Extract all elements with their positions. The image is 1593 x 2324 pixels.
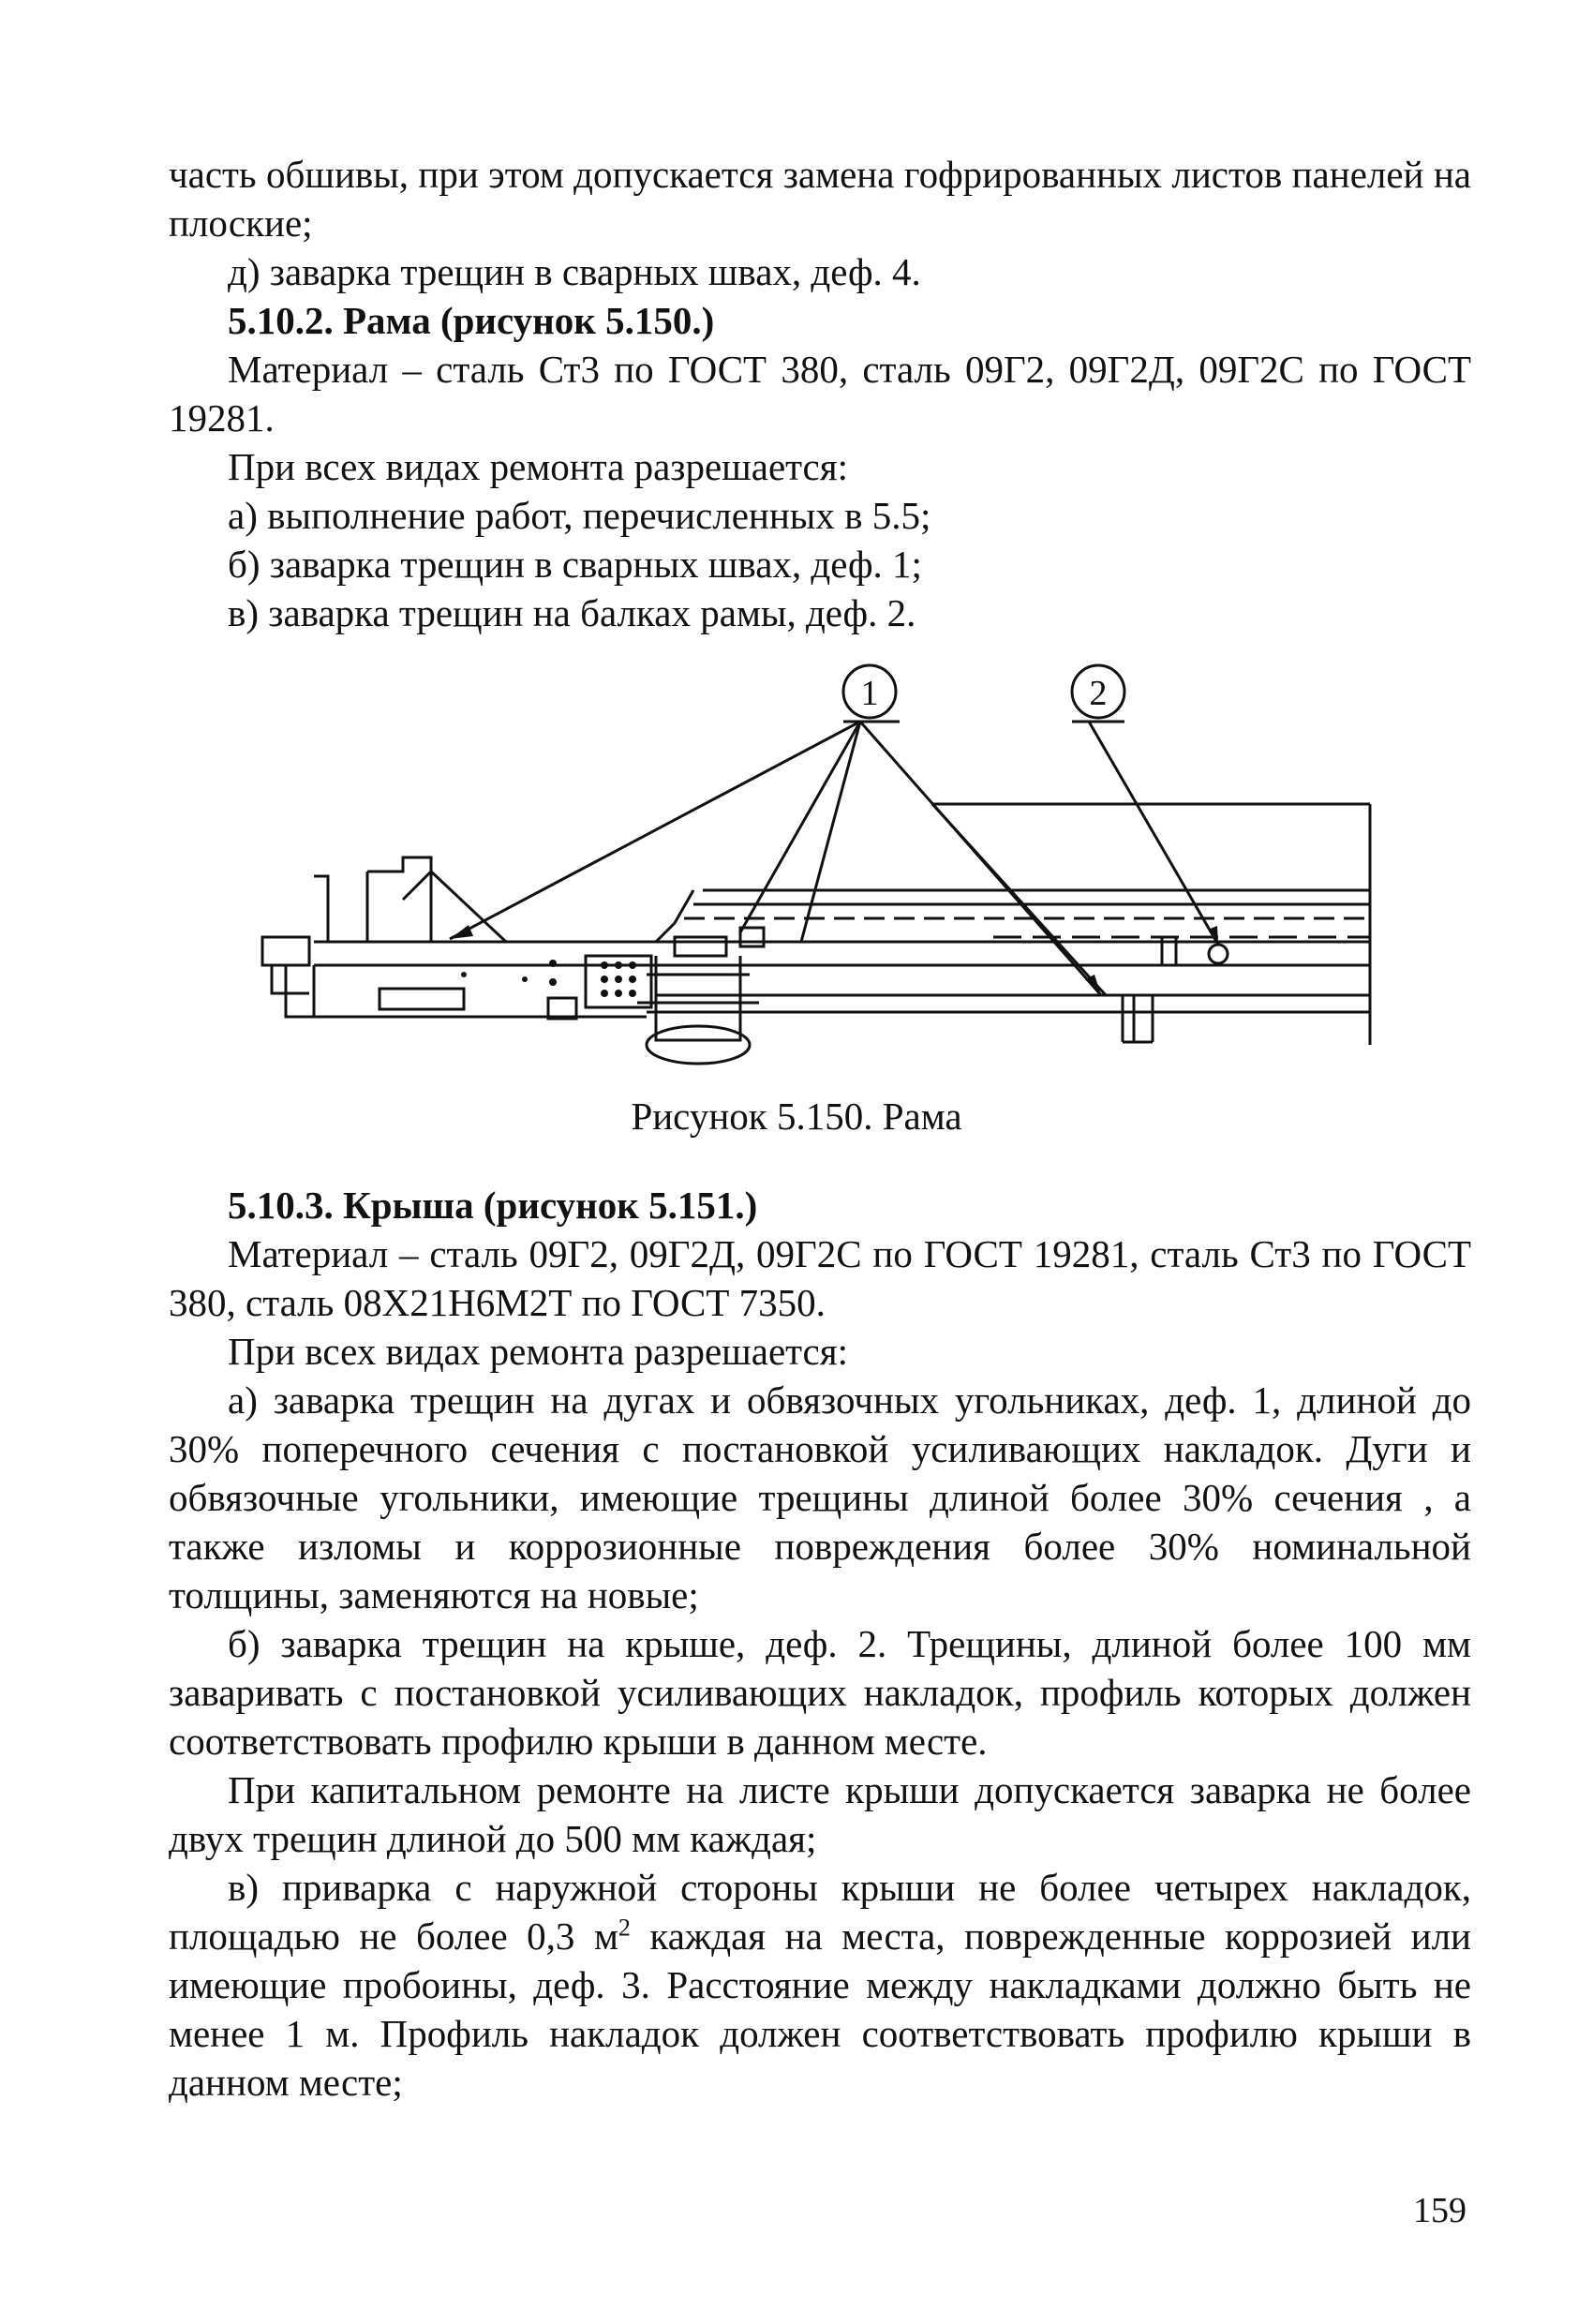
callout-2-label: 2: [1089, 674, 1108, 713]
figure-caption: Рисунок 5.150. Рама: [631, 1095, 962, 1138]
page-number: 159: [1413, 2191, 1466, 2230]
superscript-2: 2: [618, 1914, 631, 1942]
list-item-roof-c-part1: в) приварка с наружной стороны крыши не более четырех накладок, площадью не более 0,3 м: [169, 1866, 1471, 1958]
frame-drawing: [0, 0, 1593, 1087]
section-heading-frame: 5.10.2. Рама (рисунок 5.150.): [228, 299, 715, 342]
list-item-roof-c-part2: каждая на места, поврежденные коррозией или имеющие пробоины, деф. 3. Расстояние между накладками должно быть не менее 1 м. Профиль накладок должен соответствовать профилю крыши в данном месте;: [169, 1914, 1471, 2104]
section-heading-roof: 5.10.3. Крыша (рисунок 5.151.): [228, 1184, 758, 1227]
list-item-a: а) выполнение работ, перечисленных в 5.5;: [228, 494, 931, 537]
leader-line: [1089, 722, 1218, 945]
list-item-d: д) заварка трещин в сварных швах, деф. 4.: [228, 250, 921, 293]
paragraph-roof-material: Материал – сталь 09Г2, 09Г2Д, 09Г2С по ГОСТ 19281, сталь Ст3 по ГОСТ 380, сталь 08Х21Н6М2Т по ГОСТ 7350.: [169, 1232, 1471, 1324]
paragraph-repair-intro: При всех видах ремонта разрешается:: [228, 445, 849, 488]
bottom-text-block: [169, 1181, 1471, 2107]
list-item-roof-c: [169, 1863, 1471, 2107]
paragraph-capital-repair: При капитальном ремонте на листе крыши допускается заварка не более двух трещин длиной до 500 мм каждая;: [169, 1768, 1471, 1860]
list-item-roof-b: б) заварка трещин на крыше, деф. 2. Трещины, длиной более 100 мм заваривать с постановкой усиливающих накладок, профиль которых должен соответствовать профилю крыши в данном месте.: [169, 1622, 1471, 1763]
callout-1-label: 1: [860, 674, 879, 713]
leader-line: [801, 722, 860, 942]
list-item-b: б) заварка трещин в сварных швах, деф. 1;: [228, 543, 922, 586]
paragraph-roof-repair-intro: При всех видах ремонта разрешается:: [228, 1330, 849, 1373]
paragraph-continuation: часть обшивы, при этом допускается замена гофрированных листов панелей на плоские;: [169, 153, 1471, 245]
list-item-c: в) заварка трещин на балках рамы, деф. 2.: [228, 591, 916, 634]
list-item-roof-a: а) заварка трещин на дугах и обвязочных угольниках, деф. 1, длиной до 30% поперечного сечения с постановкой усиливающих накладок. Дуги и обвязочные угольники, имеющие трещины длиной более 30% сечения , а также изломы и коррозионные повреждения более 30% номинальной толщины, заменяются на новые;: [169, 1378, 1471, 1616]
paragraph-material: Материал – сталь Ст3 по ГОСТ 380, сталь 09Г2, 09Г2Д, 09Г2С по ГОСТ 19281.: [169, 348, 1471, 439]
